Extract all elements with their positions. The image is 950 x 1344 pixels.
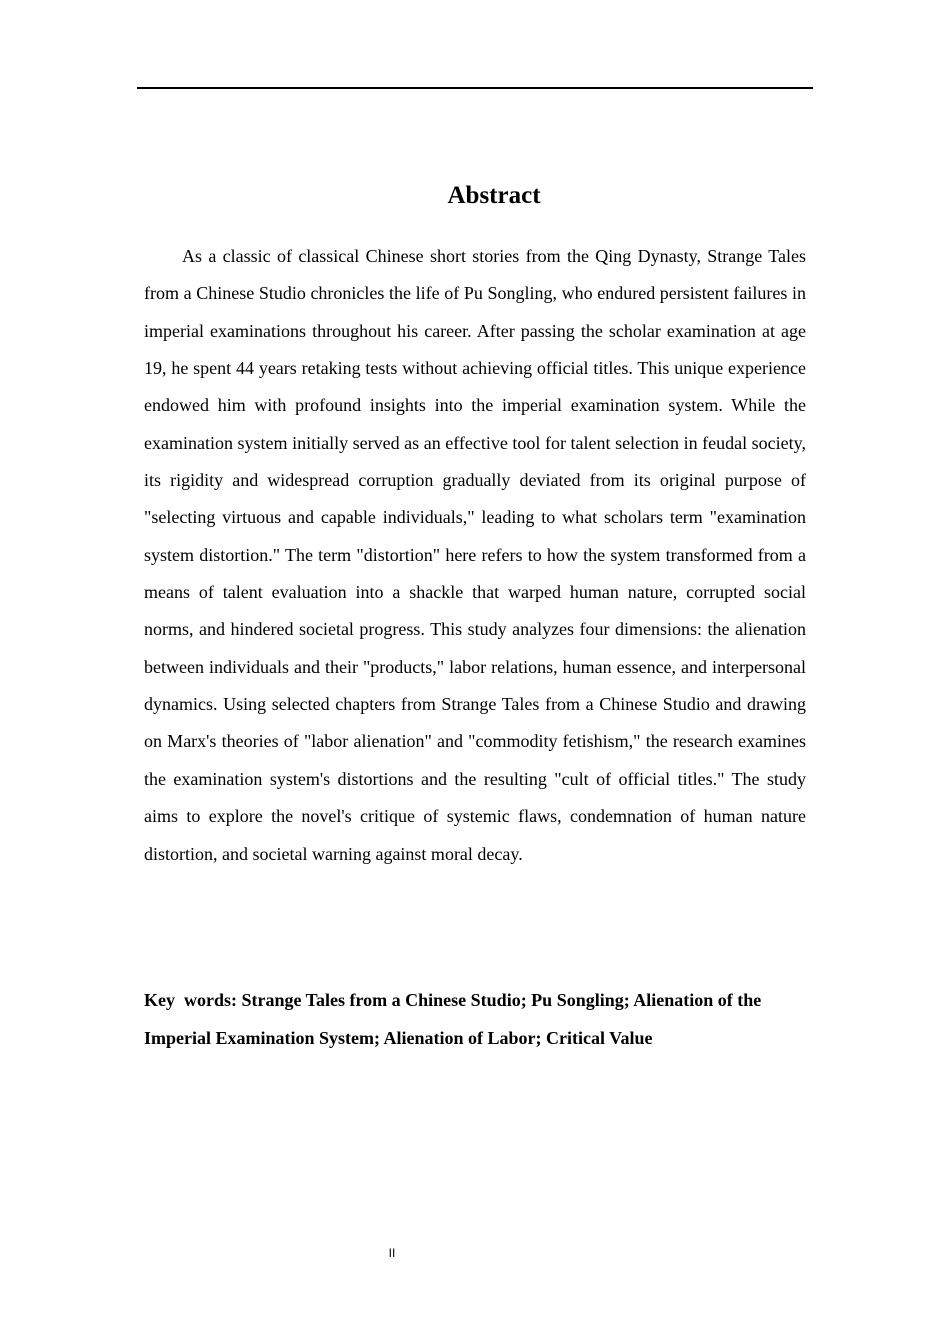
header-rule (137, 87, 813, 89)
page-title: Abstract (447, 182, 541, 209)
page-number: II (388, 1246, 396, 1260)
keywords-line: Key words: Strange Tales from a Chinese Studio; Pu Songling; Alienation of the Imperial Examination System; Alienation of Labor; Critical Value (144, 990, 766, 1048)
abstract-paragraph: As a classic of classical Chinese short stories from the Qing Dynasty, Strange Tales from a Chinese Studio chronicles the life of Pu Songling, who endured persistent failures in imperial examinations throughout his career. After passing the scholar examination at age 19, he spent 44 years retaking tests without achieving official titles. This unique experience endowed him with profound insights into the imperial examination system. While the examination system initially served as an effective tool for talent selection in feudal society, its rigidity and widespread corruption gradually deviated from its original purpose of "selecting virtuous and capable individuals," leading to what scholars term "examination system distortion." The term "distortion" here refers to how the system transformed from a means of talent evaluation into a shackle that warped human nature, corrupted social norms, and hindered societal progress. This study analyzes four dimensions: the alienation between individuals and their "products," labor relations, human essence, and interpersonal dynamics. Using selected chapters from Strange Tales from a Chinese Studio and drawing on Marx's theories of "labor alienation" and "commodity fetishism," the research examines the examination system's distortions and the resulting "cult of official titles." The study aims to explore the novel's critique of systemic flaws, condemnation of human nature distortion, and societal warning against moral decay. (144, 246, 806, 864)
